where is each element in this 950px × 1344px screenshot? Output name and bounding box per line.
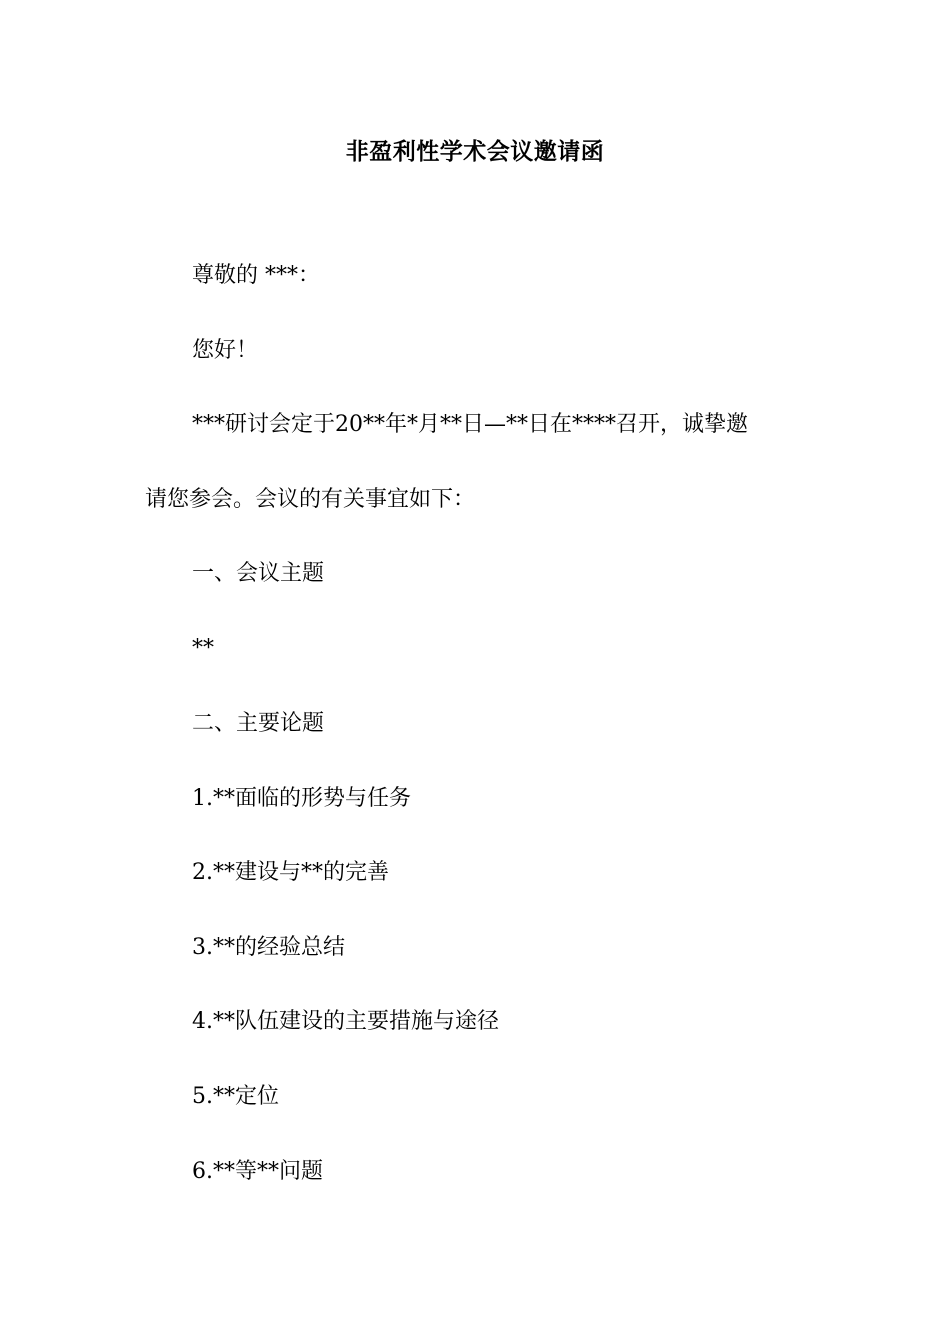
section-heading-theme: 一、会议主题 [192,561,325,586]
section-body-theme: ** [192,636,214,661]
intro-paragraph-line-2: 请您参会。会议的有关事宜如下： [145,487,476,512]
topic-item: 3.**的经验总结 [192,935,345,960]
topic-item: 6.**等**问题 [192,1159,323,1184]
section-heading-topics: 二、主要论题 [192,711,325,736]
topic-item: 4.**队伍建设的主要措施与途径 [192,1009,499,1034]
topic-item: 2.**建设与**的完善 [192,860,389,885]
topic-item: 1.**面临的形势与任务 [192,786,411,811]
topic-item: 5.**定位 [192,1084,279,1109]
greeting: 您好！ [192,338,259,363]
intro-paragraph-line-1: ***研讨会定于20**年*月**日—**日在****召开，诚挚邀 [192,412,748,437]
salutation: 尊敬的 ***： [192,263,320,288]
document-title: 非盈利性学术会议邀请函 [345,139,605,165]
